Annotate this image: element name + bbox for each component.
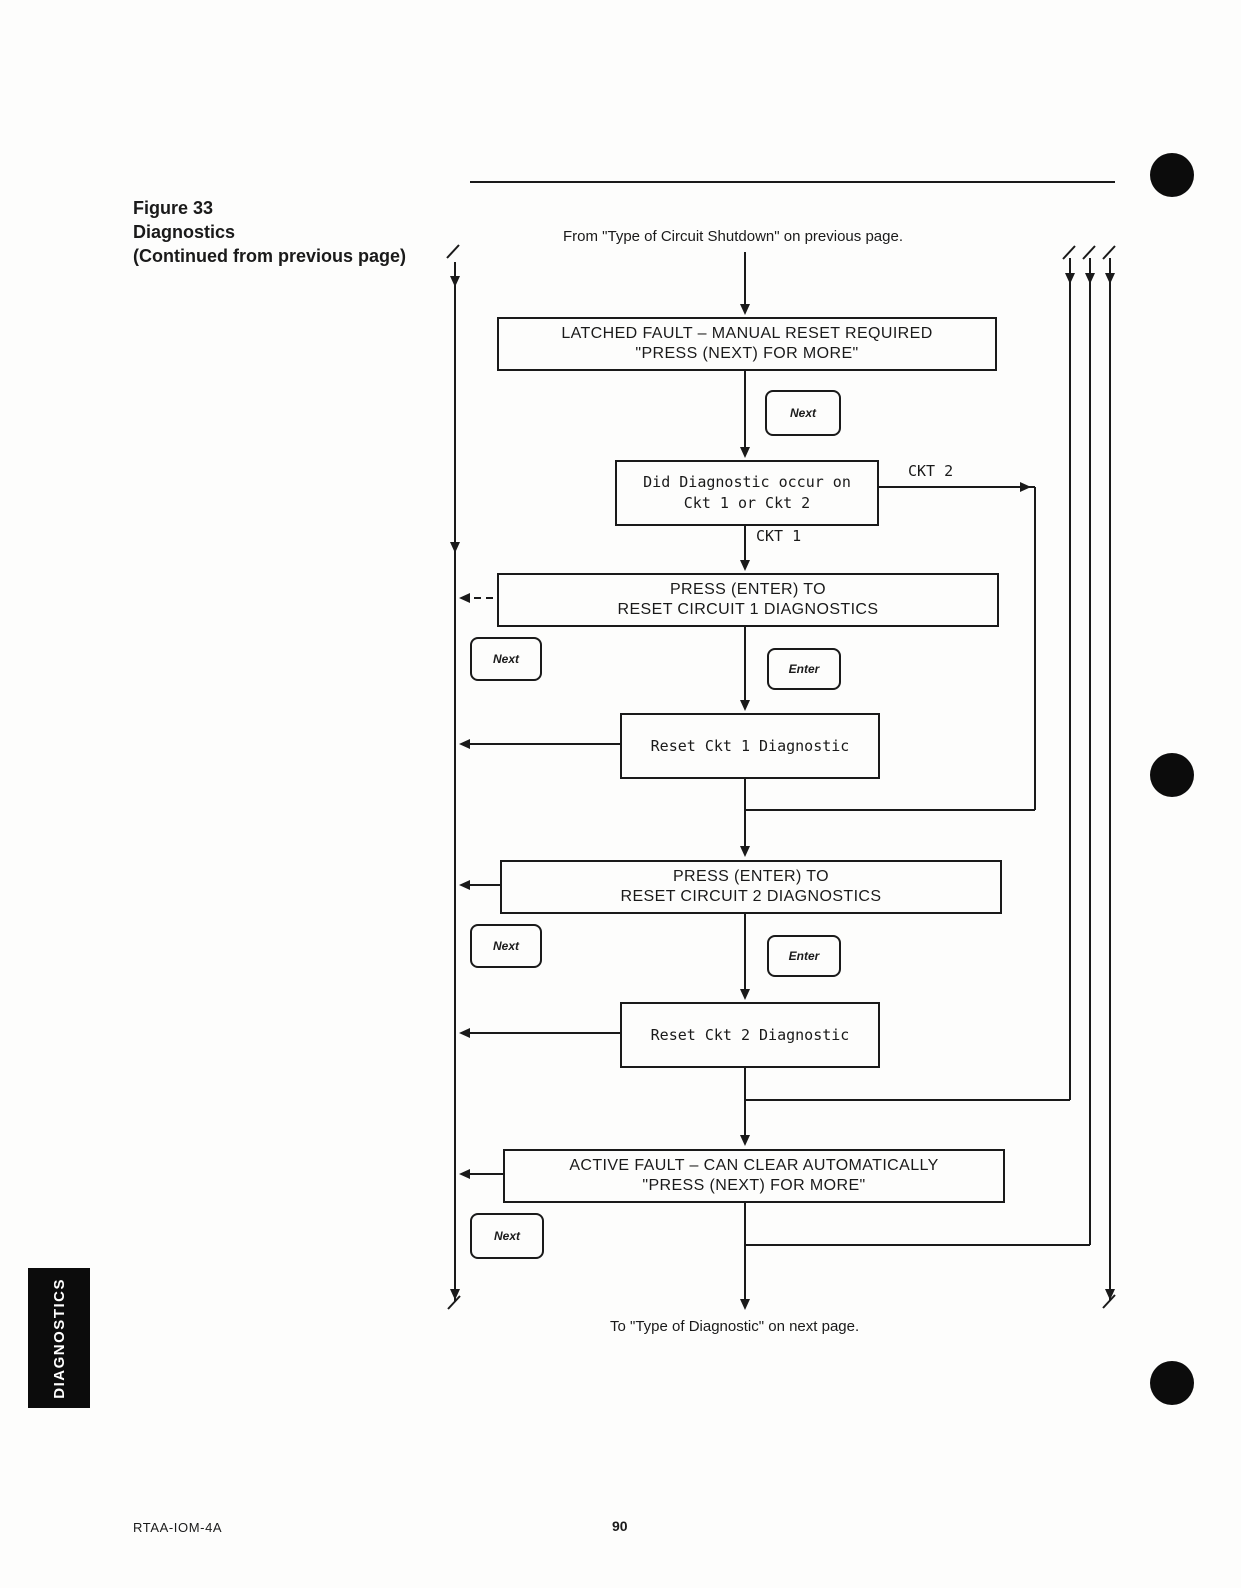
next-key (765, 390, 841, 436)
flow-box-active-fault-line2: "PRESS (NEXT) FOR MORE" (642, 1177, 866, 1194)
flow-box-press-enter-circuit2 (500, 860, 1002, 914)
figure-continuation: (Continued from previous page) (133, 246, 407, 266)
next-key-label: Next (789, 406, 816, 420)
next-key-label: Next (492, 939, 519, 953)
flow-box-reset-ckt1-text: Reset Ckt 1 Diagnostic (650, 736, 850, 755)
flow-box-latched-fault-line2: "PRESS (NEXT) FOR MORE" (635, 345, 859, 362)
flow-box-reset-ckt2-text: Reset Ckt 2 Diagnostic (650, 1025, 850, 1044)
flow-box-reset-ckt2 (620, 1002, 880, 1068)
section-tab-label: DIAGNOSTICS (50, 1277, 68, 1399)
enter-key (767, 648, 841, 690)
flow-box-press-enter-circuit2-line2: RESET CIRCUIT 2 DIAGNOSTICS (620, 888, 882, 905)
next-key (470, 1213, 544, 1259)
next-key-label: Next (493, 1229, 520, 1243)
to-next-page-note: To "Type of Diagnostic" on next page. (610, 1318, 860, 1335)
flow-box-press-enter-circuit1 (497, 573, 999, 627)
flow-box-press-enter-circuit1-line1: PRESS (ENTER) TO (669, 581, 827, 598)
ckt1-branch-label: CKT 1 (753, 527, 804, 545)
binder-hole-mark (1150, 753, 1194, 797)
next-key (470, 924, 542, 968)
figure-number: Figure 33 (133, 198, 214, 218)
section-tab-diagnostics (28, 1268, 90, 1408)
flow-box-did-diagnostic-line2: Ckt 1 or Ckt 2 (683, 494, 811, 512)
flow-box-active-fault (503, 1149, 1005, 1203)
page-number: 90 (612, 1518, 628, 1534)
binder-hole-mark (1150, 153, 1194, 197)
next-key-label: Next (492, 652, 519, 666)
flow-box-latched-fault (497, 317, 997, 371)
flow-box-did-diagnostic-line1: Did Diagnostic occur on (643, 473, 851, 491)
enter-key (767, 935, 841, 977)
enter-key-label: Enter (788, 662, 820, 676)
flow-box-latched-fault-line1: LATCHED FAULT – MANUAL RESET REQUIRED (561, 325, 933, 342)
figure-name: Diagnostics (133, 222, 236, 242)
flow-box-active-fault-line1: ACTIVE FAULT – CAN CLEAR AUTOMATICALLY (569, 1157, 939, 1174)
enter-key-label: Enter (788, 949, 820, 963)
figure-caption (133, 196, 406, 268)
next-key (470, 637, 542, 681)
flow-box-press-enter-circuit2-line1: PRESS (ENTER) TO (672, 868, 830, 885)
flow-box-reset-ckt1 (620, 713, 880, 779)
ckt2-branch-label: CKT 2 (905, 462, 956, 480)
flow-box-did-diagnostic-occur (615, 460, 879, 526)
from-previous-page-note: From "Type of Circuit Shutdown" on previous page. (563, 228, 903, 245)
document-id: RTAA-IOM-4A (133, 1520, 223, 1535)
flow-box-press-enter-circuit1-line2: RESET CIRCUIT 1 DIAGNOSTICS (617, 601, 879, 618)
binder-hole-mark (1150, 1361, 1194, 1405)
